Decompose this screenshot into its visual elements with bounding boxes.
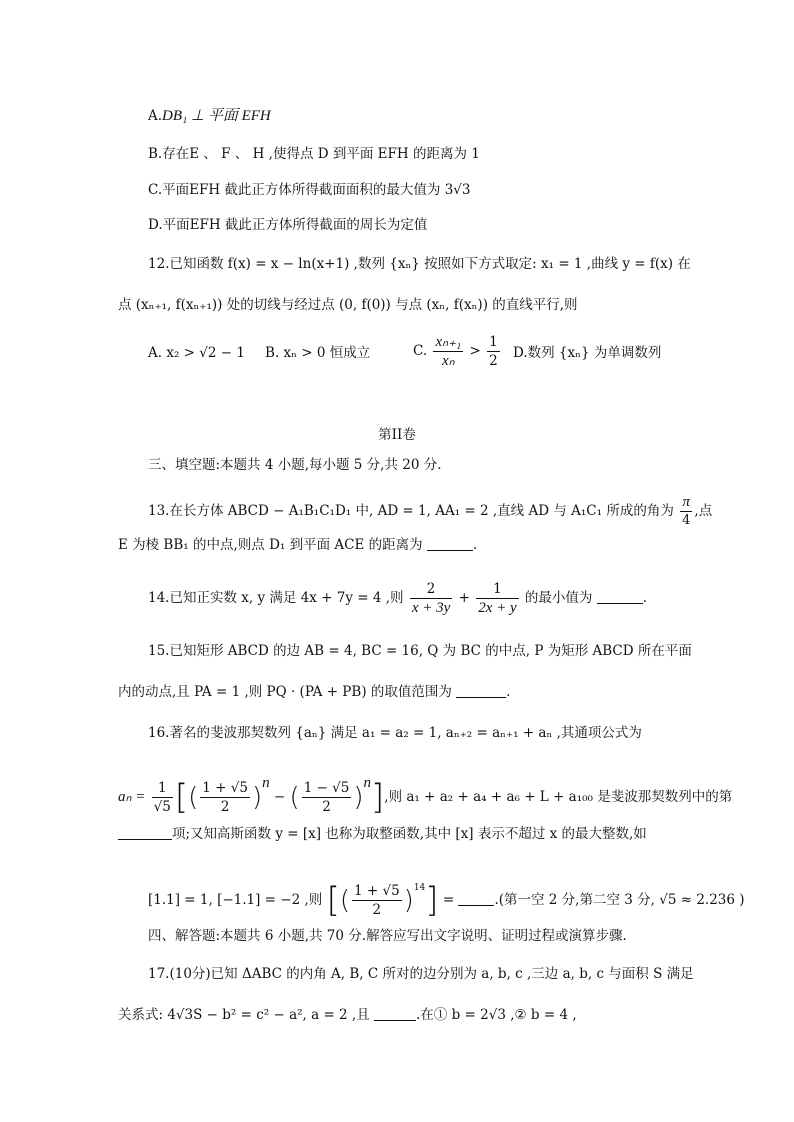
section4-heading: 四、解答题:本题共 6 小题,共 70 分.解答应写出文字说明、证明过程或演算步骤. xyxy=(148,928,627,944)
right-paren: ) xyxy=(353,782,364,813)
q13-stem-line1: 13.在长方体 ABCD − A₁B₁C₁D₁ 中, AD = 1, AA₁ = 2 ,直线 AD 与 A₁C₁ 所成的角为 $\frac{\pi}{4}$ ,点 xyxy=(148,494,713,528)
q14-stem: 14.已知正实数 x, y 满足 4x + 7y = 4 ,则 $\frac{2}{x + 3y}$ + $\frac{1}{2x + y}$ 的最小值为 . xyxy=(148,581,648,616)
q17-condition-blank[interactable] xyxy=(374,1006,416,1021)
right-bracket: ] xyxy=(425,880,439,921)
q14-fraction-1: $\frac{2}{x + 3y}$ xyxy=(411,581,451,616)
q14-fraction-2: $\frac{1}{2x + y}$ xyxy=(478,581,517,616)
q12-stem-line1: 12.已知函数 f(x) = x − ln(x+1) ,数列 {xₙ} 按照如下方式取定: x₁ = 1 ,曲线 y = f(x) 在 xyxy=(148,256,691,272)
q16-term1: $\frac{1 + √5}{2}$ xyxy=(202,780,248,815)
q12-option-a: A. x₂ > √2 − 1 xyxy=(148,345,245,361)
right-bracket: ] xyxy=(371,777,385,818)
q16-golden-ratio: $\frac{1 + √5}{2}$ xyxy=(353,883,400,918)
q12-option-c-half: $\frac{1}{2}$ xyxy=(489,334,498,369)
q15-answer-blank[interactable] xyxy=(456,683,506,698)
q16-coefficient: $\frac{1}{√5}$ xyxy=(153,780,171,815)
part2-title: 第II卷 xyxy=(378,427,416,443)
q16-formula-line: aₙ = $\frac{1}{√5}$ [( $\frac{1 + √5}{2}$ )$^n$ − ( $\frac{1 - √5}{2}$ )$^n$],则 a₁ + a₂ + a₄ + a₆ + L + a₁₀₀ 是斐波那契数列中的第 xyxy=(118,775,733,818)
q16-answer-blank-2[interactable] xyxy=(458,891,494,906)
q16-term2: $\frac{1 - √5}{2}$ xyxy=(303,780,350,815)
q16-stem-line1: 16.著名的斐波那契数列 {aₙ} 满足 a₁ = a₂ = 1, aₙ₊₂ = aₙ₊₁ + aₙ ,其通项公式为 xyxy=(148,725,642,741)
left-paren: ( xyxy=(289,782,300,813)
q12-option-c-fraction: $\frac{\text{xₙ₊₁}}{\text{xₙ}}$ xyxy=(435,334,462,369)
q12-option-b: B. xₙ > 0 恒成立 xyxy=(265,345,371,361)
q12-option-c: C. $\frac{\text{xₙ₊₁}}{\text{xₙ}}$ > $\frac{1}{2}$ xyxy=(413,334,498,369)
q12-stem-line2: 点 (xₙ₊₁, f(xₙ₊₁)) 处的切线与经过点 (0, f(0)) 与点 (xₙ, f(xₙ)) 的直线平行,则 xyxy=(118,297,578,313)
q15-stem-line1: 15.已知矩形 ABCD 的边 AB = 4, BC = 16, Q 为 BC 的中点, P 为矩形 ABCD 所在平面 xyxy=(148,643,692,659)
q11-option-c: C.平面EFH 截此正方体所得截面面积的最大值为 3√3 xyxy=(148,182,471,198)
q11-option-d: D.平面EFH 截此正方体所得截面的周长为定值 xyxy=(148,217,428,233)
q13-stem-line2: E 为棱 BB₁ 的中点,则点 D₁ 到平面 ACE 的距离为 . xyxy=(118,537,478,553)
q17-stem-line2: 关系式: 4√3S − b² = c² − a², a = 2 ,且 .在① b = 2√3 ,② b = 4 , xyxy=(118,1007,577,1023)
q12-option-d: D.数列 {xₙ} 为单调数列 xyxy=(513,345,662,361)
left-paren: ( xyxy=(188,782,199,813)
left-paren: ( xyxy=(339,885,350,916)
section3-heading: 三、填空题:本题共 4 小题,每小题 5 分,共 20 分. xyxy=(148,457,442,473)
q11-option-b: B.存在E 、 F 、 H ,使得点 D 到平面 EFH 的距离为 1 xyxy=(148,146,480,162)
q13-answer-blank[interactable] xyxy=(427,536,473,551)
q13-angle-fraction: $\frac{\pi}{4}$ xyxy=(682,494,691,528)
q14-answer-blank[interactable] xyxy=(597,589,643,604)
q17-stem-line1: 17.(10分)已知 ΔABC 的内角 A, B, C 所对的边分别为 a, b, c ,三边 a, b, c 与面积 S 满足 xyxy=(148,966,694,982)
q16-answer-blank-1[interactable] xyxy=(118,825,172,840)
q11-option-a: A.DB₁ ⊥ 平面 EFH xyxy=(148,108,271,124)
right-paren: ) xyxy=(251,782,263,813)
left-bracket: [ xyxy=(326,880,340,921)
right-paren: ) xyxy=(403,885,414,916)
q16-stem-line3: 项;又知高斯函数 y = [x] 也称为取整函数,其中 [x] 表示不超过 x 的最大整数,如 xyxy=(118,824,647,844)
left-bracket: [ xyxy=(174,777,189,818)
q16-stem-line4: [1.1] = 1, [−1.1] = −2 ,则 [( $\frac{1 + √5}{2}$ )$^{14}$] = .(第一空 2 分,第二空 3 分, √5 ≈ 2.236 ) xyxy=(148,880,745,921)
q15-stem-line2: 内的动点,且 PA = 1 ,则 PQ · (PA + PB) 的取值范围为 . xyxy=(118,684,511,700)
